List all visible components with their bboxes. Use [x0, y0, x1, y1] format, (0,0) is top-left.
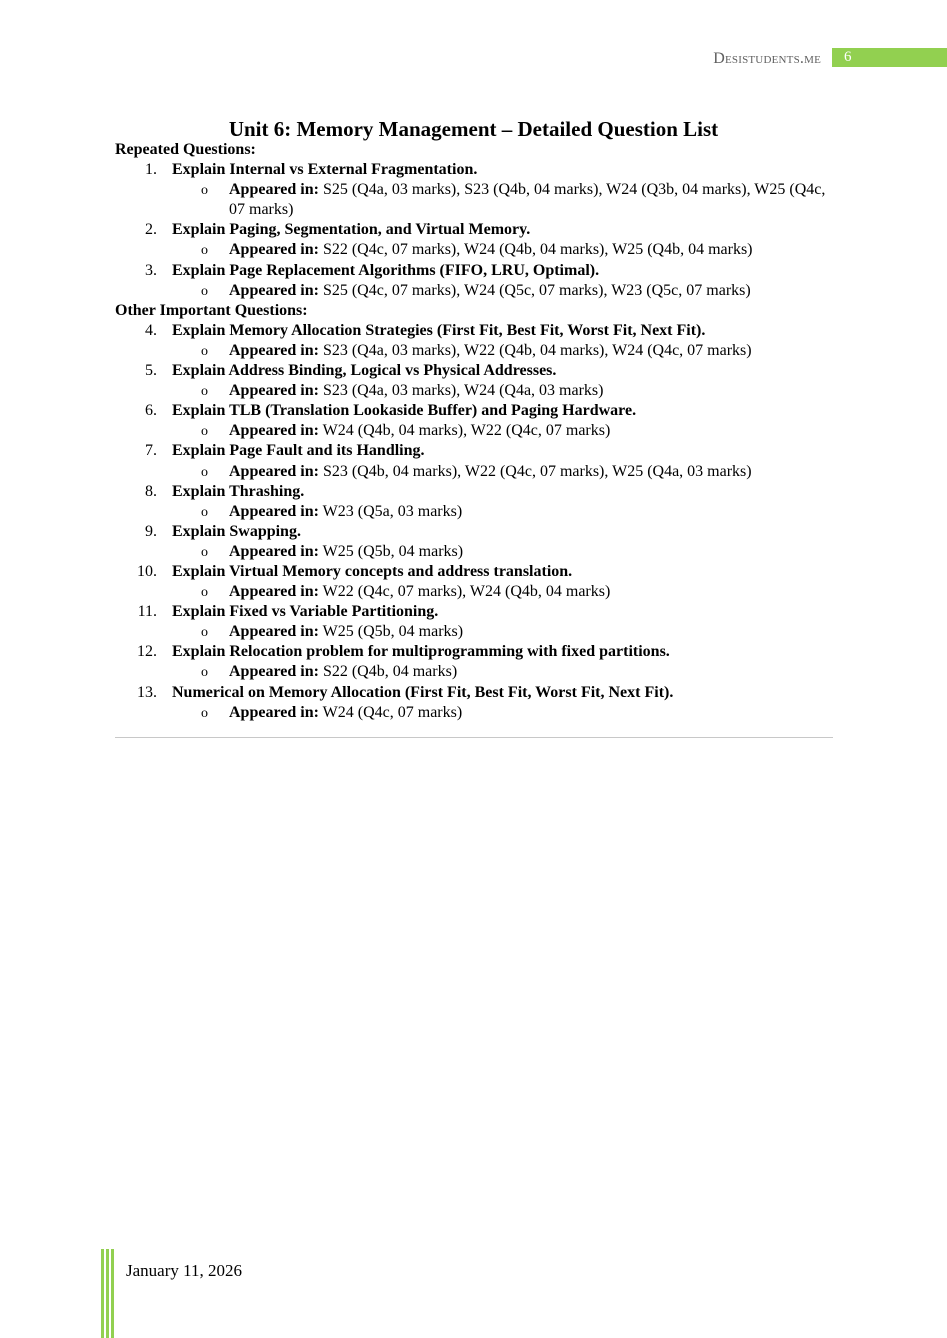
question-text: Explain Internal vs External Fragmentation.: [172, 161, 478, 179]
footer-accent-bar: [106, 1249, 109, 1338]
appeared-in-value: S22 (Q4b, 04 marks): [322, 663, 458, 681]
question-item: [115, 160, 835, 180]
bullet-icon: o: [201, 343, 208, 359]
question-number: 10.: [137, 562, 157, 580]
bullet-icon: o: [201, 665, 208, 681]
appeared-in-item: [115, 703, 835, 723]
question-item: [115, 522, 835, 542]
question-text: Explain Relocation problem for multiprogramming with fixed partitions.: [172, 643, 670, 661]
question-item: [115, 602, 835, 622]
question-text: Explain Page Fault and its Handling.: [172, 442, 425, 460]
appeared-in-value: S23 (Q4a, 03 marks), W24 (Q4a, 03 marks): [322, 382, 604, 400]
footer-accent-bar: [101, 1249, 104, 1338]
bullet-icon: o: [201, 544, 208, 560]
question-number: 5.: [145, 362, 157, 380]
question-number: 12.: [137, 643, 157, 661]
bullet-icon: o: [201, 705, 208, 721]
question-number: 7.: [145, 442, 157, 460]
section-heading: Other Important Questions:: [115, 301, 308, 319]
appeared-in-item: [115, 281, 835, 301]
question-text: Explain Swapping.: [172, 522, 301, 540]
appeared-in-value: W25 (Q5b, 04 marks): [322, 623, 464, 641]
appeared-in-value: W24 (Q4b, 04 marks), W22 (Q4c, 07 marks): [322, 422, 611, 440]
header-site-name: Desistudents.me: [713, 50, 821, 67]
bullet-icon: o: [201, 243, 208, 259]
bullet-icon: o: [201, 504, 208, 520]
appeared-in-value: S23 (Q4a, 03 marks), W22 (Q4b, 04 marks), W24 (Q4c, 07 marks): [322, 341, 752, 359]
bullet-icon: o: [201, 585, 208, 601]
question-text: Explain TLB (Translation Lookaside Buffer) and Paging Hardware.: [172, 402, 637, 420]
bullet-icon: o: [201, 384, 208, 400]
appeared-in-label: Appeared in:: [229, 382, 319, 400]
question-number: 4.: [145, 321, 157, 339]
appeared-in-label: Appeared in:: [229, 341, 319, 359]
question-list: [115, 140, 835, 723]
appeared-in-label: Appeared in:: [229, 462, 319, 480]
bullet-icon: o: [201, 183, 208, 199]
footer-date: January 11, 2026: [126, 1261, 242, 1280]
appeared-in-label: Appeared in:: [229, 281, 319, 299]
appeared-in-value: W23 (Q5a, 03 marks): [322, 502, 463, 520]
document-title: Unit 6: Memory Management – Detailed Question List: [228, 117, 719, 141]
question-number: 13.: [137, 683, 157, 701]
appeared-in-item: [115, 462, 835, 482]
question-number: 11.: [137, 603, 157, 621]
question-item: [115, 642, 835, 662]
appeared-in-value: W24 (Q4c, 07 marks): [322, 703, 463, 721]
bullet-icon: o: [201, 464, 208, 480]
appeared-in-item: [115, 421, 835, 441]
appeared-in-label: Appeared in:: [229, 422, 319, 440]
appeared-in-item: [115, 341, 835, 361]
appeared-in-item: [115, 180, 835, 220]
appeared-in-item: [115, 542, 835, 562]
appeared-in-label: Appeared in:: [229, 663, 319, 681]
appeared-in-label: Appeared in:: [229, 703, 319, 721]
appeared-in-label: Appeared in:: [229, 623, 319, 641]
question-item: [115, 361, 835, 381]
question-number: 6.: [145, 402, 157, 420]
question-number: 1.: [145, 161, 157, 179]
appeared-in-value: S22 (Q4c, 07 marks), W24 (Q4b, 04 marks), W25 (Q4b, 04 marks): [322, 241, 753, 259]
header-page-number: 6: [832, 48, 947, 67]
bullet-icon: o: [201, 625, 208, 641]
appeared-in-label: Appeared in:: [229, 241, 319, 259]
appeared-in-item: [115, 502, 835, 522]
question-item: [115, 562, 835, 582]
question-text: Explain Page Replacement Algorithms (FIFO, LRU, Optimal).: [172, 261, 600, 279]
section-heading: Repeated Questions:: [115, 141, 256, 158]
question-item: [115, 482, 835, 502]
question-text: Explain Thrashing.: [172, 482, 305, 500]
footer-accent-bar: [111, 1249, 114, 1338]
appeared-in-item: [115, 662, 835, 682]
question-number: 2.: [145, 221, 157, 239]
question-item: [115, 683, 835, 703]
appeared-in-label: Appeared in:: [229, 181, 319, 199]
appeared-in-item: [115, 240, 835, 260]
appeared-in-label: Appeared in:: [229, 583, 319, 601]
question-text: Explain Memory Allocation Strategies (First Fit, Best Fit, Worst Fit, Next Fit).: [172, 321, 706, 339]
appeared-in-value: S25 (Q4a, 03 marks), S23 (Q4b, 04 marks), W24 (Q3b, 04 marks), W25 (Q4c, 07 marks): [229, 181, 826, 219]
appeared-in-label: Appeared in:: [229, 502, 319, 520]
appeared-in-value: W22 (Q4c, 07 marks), W24 (Q4b, 04 marks): [322, 583, 611, 601]
appeared-in-item: [115, 381, 835, 401]
appeared-in-value: S23 (Q4b, 04 marks), W22 (Q4c, 07 marks), W25 (Q4a, 03 marks): [322, 462, 752, 480]
question-text: Explain Virtual Memory concepts and address translation.: [172, 562, 573, 580]
appeared-in-item: [115, 622, 835, 642]
question-item: [115, 321, 835, 341]
question-text: Explain Fixed vs Variable Partitioning.: [172, 603, 439, 621]
appeared-in-value: S25 (Q4c, 07 marks), W24 (Q5c, 07 marks), W23 (Q5c, 07 marks): [322, 281, 751, 299]
bullet-icon: o: [201, 424, 208, 440]
question-text: Explain Address Binding, Logical vs Physical Addresses.: [172, 362, 557, 380]
question-number: 9.: [145, 522, 157, 540]
question-text: Explain Paging, Segmentation, and Virtual Memory.: [172, 221, 531, 239]
question-item: [115, 401, 835, 421]
appeared-in-label: Appeared in:: [229, 542, 319, 560]
bullet-icon: o: [201, 283, 208, 299]
question-item: [115, 441, 835, 461]
appeared-in-value: W25 (Q5b, 04 marks): [322, 542, 464, 560]
question-number: 8.: [145, 482, 157, 500]
question-text: Numerical on Memory Allocation (First Fit, Best Fit, Worst Fit, Next Fit).: [172, 683, 674, 701]
question-item: [115, 220, 835, 240]
content-divider: [115, 737, 833, 738]
appeared-in-item: [115, 582, 835, 602]
question-number: 3.: [145, 261, 157, 279]
question-item: [115, 261, 835, 281]
